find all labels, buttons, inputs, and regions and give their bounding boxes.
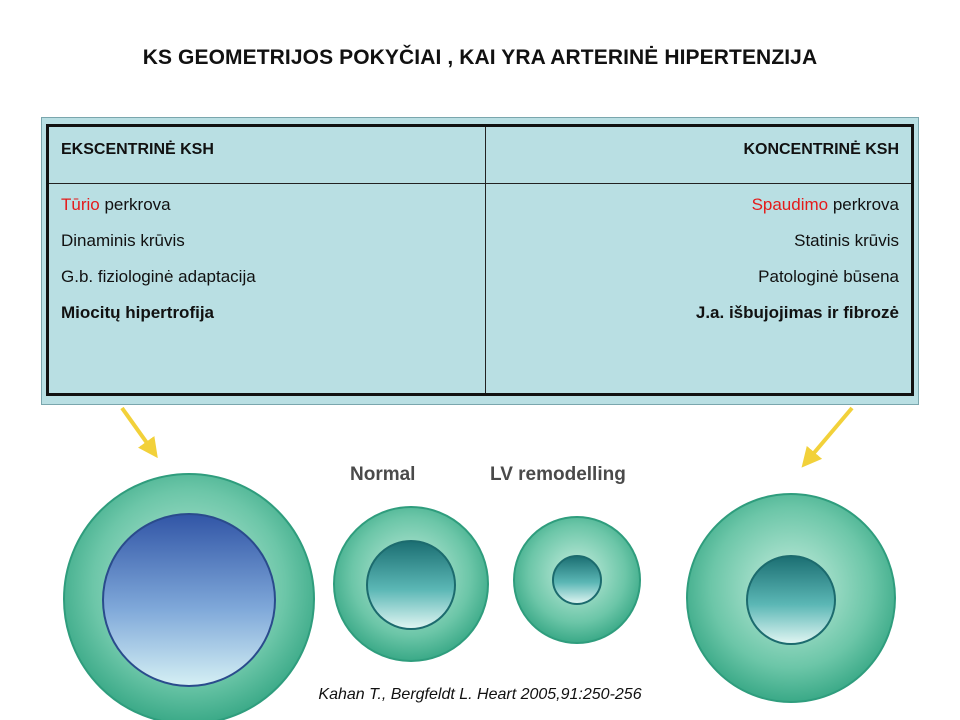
concentric-line-1-rest: perkrova <box>828 195 899 214</box>
concentric-highlight: Spaudimo <box>751 195 829 214</box>
eccentric-line-1 <box>61 187 256 223</box>
eccentric-header: EKSCENTRINĖ KSH <box>61 141 214 158</box>
eccentric-highlight: Tūrio <box>61 195 100 214</box>
eccentric-line-4: Miocitų hipertrofija <box>61 303 214 322</box>
concentric-cell <box>696 187 899 331</box>
concentric-line-4: J.a. išbujojimas ir fibrozė <box>695 303 899 322</box>
concentric-hypertrophy-heart <box>687 494 895 702</box>
label-lv-remodelling: LV remodelling <box>490 464 626 485</box>
lv-geometry-diagram <box>0 400 960 720</box>
eccentric-hypertrophy-heart <box>64 474 314 720</box>
concentric-line-2: Statinis krūvis <box>794 231 899 250</box>
concentric-header: KONCENTRINĖ KSH <box>743 141 899 158</box>
concentric-line-1 <box>696 187 899 223</box>
citation: Kahan T., Bergfeldt L. Heart 2005,91:250-256 <box>318 686 642 703</box>
table-column-divider <box>485 127 486 393</box>
eccentric-line-1-rest: perkrova <box>99 195 171 214</box>
lv-remodelling-heart <box>514 517 640 643</box>
eccentric-line-2: Dinaminis krūvis <box>61 231 185 250</box>
table-row-divider <box>49 183 911 184</box>
page-title: KS GEOMETRIJOS POKYČIAI , KAI YRA ARTERINĖ HIPERTENZIJA <box>142 46 818 69</box>
eccentric-line-3: G.b. fiziologinė adaptacija <box>61 267 256 286</box>
arrow-right <box>808 408 852 460</box>
concentric-line-3: Patologinė būsena <box>758 267 899 286</box>
eccentric-cell <box>61 187 256 331</box>
normal-heart <box>334 507 488 661</box>
label-normal: Normal <box>350 464 416 485</box>
arrow-left <box>122 408 152 450</box>
comparison-table <box>46 124 914 396</box>
